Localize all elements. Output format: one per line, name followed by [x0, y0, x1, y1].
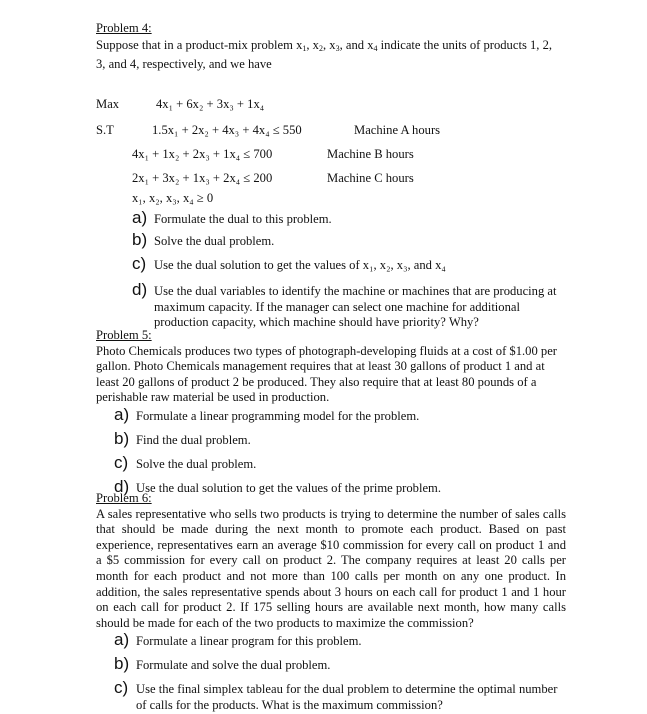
question-letter: a) — [114, 630, 130, 650]
constraint-a-label: Machine A hours — [354, 123, 441, 137]
intro-var-2: 2 — [318, 44, 323, 53]
nonnegativity: x₁, x₂, x₃, x₄ ≥ 0 — [132, 191, 214, 205]
question-letter: a) — [114, 404, 130, 424]
question-letter: d) — [114, 476, 130, 496]
question-text: Formulate the dual to this problem. — [154, 212, 332, 226]
constraint-a: 1.5x₁ + 2x₂ + 4x₃ + 4x₄ ≤ 550 — [152, 123, 302, 137]
question-text: Formulate and solve the dual problem. — [136, 658, 331, 673]
problem-6-body: A sales representative who sells two products is trying to determine the number of sales calls that should be made during the next month to promote each product. Based on past experience, representatives earn an average $10 commission for every call on product 1 and a $5 commission for every call on product 2. The company requires at least 20 calls per month for each product and not more than 100 calls per month on any one product. In addition, the sales representative spends about 3 hours on each call for product 1 and 1 hour on each call for product 2. If 175 selling hours are available next month, how many calls should be made for each of the two products to maximize the commission? — [96, 506, 566, 630]
question-text: Use the final simplex tableau for the dual problem to determine the optimal number of calls for the products. What is the maximum commission? — [136, 682, 558, 712]
question-text: Find the dual problem. — [136, 432, 251, 447]
question-text: Use the dual solution to get the values of x₁, x₂, x₃, and x₄ — [154, 258, 446, 272]
problem-6-questions — [114, 630, 566, 713]
intro-text-b: indicate the units of products 1, 2, — [377, 38, 553, 52]
constraint-c: 2x₁ + 3x₂ + 1x₃ + 2x₄ ≤ 200 — [132, 171, 273, 185]
question-letter: c) — [114, 678, 129, 698]
question-4a — [132, 208, 566, 234]
intro-var-3: 3 — [335, 44, 340, 53]
question-5b — [114, 428, 566, 457]
intro-text-c: 3, and 4, respectively, and we have — [96, 56, 272, 71]
question-letter: b) — [132, 230, 148, 249]
question-4d — [132, 280, 566, 331]
problem-4-heading: Problem 4: — [96, 21, 152, 35]
problem-5-heading: Problem 5: — [96, 328, 152, 342]
question-letter: b) — [114, 654, 130, 674]
question-text: Formulate a linear programming model for the problem. — [136, 408, 420, 423]
question-letter: b) — [114, 428, 130, 448]
intro-var-4: 4 — [373, 44, 378, 53]
question-text: Solve the dual problem. — [136, 456, 257, 471]
constraint-b-label: Machine B hours — [327, 147, 414, 161]
question-text: Use the dual variables to identify the machine or machines that are producing at maximum capacity. If the manager can select one machine for additional production capacity, which machine should have priority? Why? — [154, 284, 557, 330]
problem-5-questions — [114, 404, 566, 501]
question-letter: c) — [114, 452, 129, 472]
lp-model — [96, 97, 566, 207]
question-6a — [114, 630, 566, 658]
problem-4-intro: Suppose that in a product-mix problem $x_1$, $x_2$, $x_3$, and $x_4$ indicate the units of products 1, 2, 3, and 4, respectively, and we have — [96, 38, 566, 72]
question-4c — [132, 254, 566, 284]
question-letter: d) — [132, 280, 148, 299]
problem-6 — [96, 491, 566, 714]
question-5c — [114, 452, 566, 481]
max-label: Max — [96, 97, 120, 111]
problem-5 — [96, 328, 566, 501]
question-letter: a) — [132, 208, 148, 227]
problem-6-heading: Problem 6: — [96, 491, 152, 505]
constraint-c-label: Machine C hours — [327, 171, 414, 185]
question-text: Use the dual solution to get the values of the prime problem. — [136, 480, 441, 495]
question-text: Formulate a linear program for this problem. — [136, 634, 362, 649]
problem-4-questions — [132, 208, 566, 331]
question-text: Solve the dual problem. — [154, 234, 275, 248]
question-5a — [114, 404, 566, 433]
constraint-b: 4x₁ + 1x₂ + 2x₃ + 1x₄ ≤ 700 — [132, 147, 273, 161]
question-4b — [132, 230, 566, 258]
intro-text-a: Suppose that in a product-mix problem x — [96, 38, 303, 52]
intro-var-1: 1 — [302, 44, 307, 53]
objective-function: 4x₁ + 6x₂ + 3x₃ + 1x₄ — [156, 97, 265, 111]
question-letter: c) — [132, 254, 147, 273]
st-label: S.T — [96, 123, 114, 137]
question-6c — [114, 678, 566, 713]
question-6b — [114, 654, 566, 682]
problem-5-body: Photo Chemicals produces two types of photograph-developing fluids at a cost of $1.00 per gallon. Photo Chemicals management requires that at least 30 gallons of product 1 and at least 20 gallons of product 2 be produced. They also require that at least 80 pounds of a perishable raw material be used in production. — [96, 343, 557, 405]
